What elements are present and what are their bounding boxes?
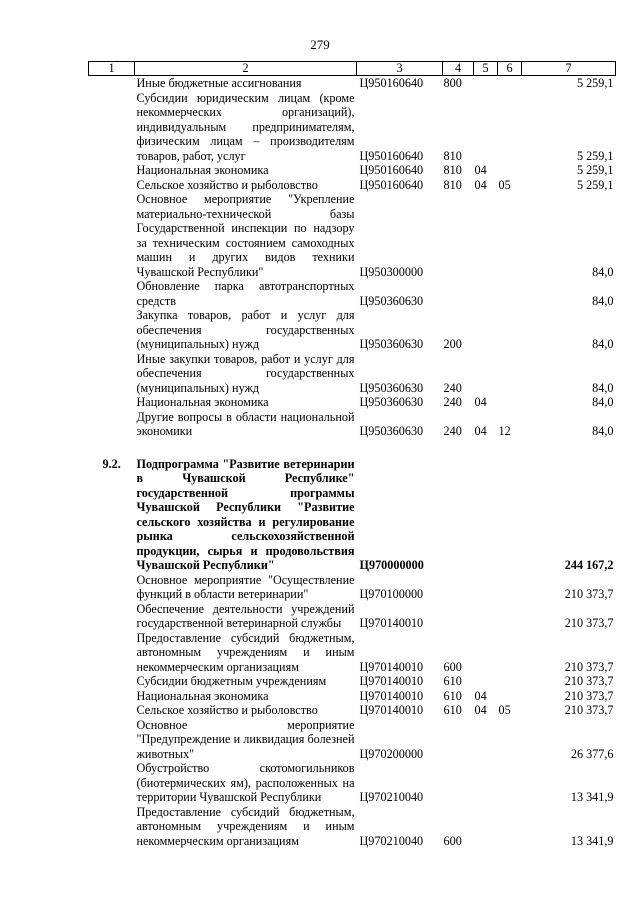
table-row [89, 718, 616, 762]
row-number [89, 674, 135, 689]
subsection-code [498, 279, 522, 308]
row-number [89, 76, 135, 91]
target-code: Ц950360630 [359, 337, 424, 351]
column-header: 1 [89, 62, 135, 76]
item-name: Национальная экономика [136, 163, 269, 177]
section-code: 04 [474, 177, 487, 192]
section-code [474, 352, 498, 396]
item-name: Обновление парка автотранспортных средств [136, 279, 355, 308]
item-name: Национальная экономика [136, 688, 269, 703]
page-number: 279 [310, 37, 330, 52]
section-code [474, 674, 498, 689]
row-number [89, 395, 135, 410]
table-row [89, 279, 616, 308]
expense-type: 610 [443, 674, 462, 688]
spacer-cell [89, 439, 616, 457]
target-code: Ц970140010 [359, 659, 424, 674]
table-row [89, 192, 616, 279]
target-code: Ц950160640 [359, 177, 424, 192]
target-code: Ц950360630 [359, 395, 424, 409]
expense-type [443, 279, 474, 308]
amount: 210 373,7 [564, 616, 614, 630]
amount: 210 373,7 [564, 688, 614, 703]
section-code [474, 761, 498, 805]
item-name: Другие вопросы в области национальной экономики [136, 409, 355, 438]
subsection-code [498, 395, 522, 410]
item-name: Подпрограмма "Развитие ветеринарии в Чувашской Республике" государственной программы Чувашской Республики "Развитие сельского хозяйства и регулирование рынка сельскохозяйственной продукции, сырья и продовольствия Чувашской Республики" [136, 456, 355, 572]
section-code [474, 602, 498, 631]
item-name: Национальная экономика [136, 395, 269, 409]
section-code [474, 192, 498, 279]
expense-type: 810 [443, 148, 462, 163]
table-row [89, 308, 616, 352]
item-name: Сельское хозяйство и рыболовство [136, 703, 318, 717]
subsection-code: 05 [498, 703, 511, 717]
item-name: Обеспечение деятельности учреждений государственной ветеринарной службы [136, 601, 355, 630]
expense-type [443, 602, 474, 631]
row-number [89, 410, 135, 439]
amount: 210 373,7 [564, 587, 614, 601]
header-row [89, 62, 616, 76]
item-name: Закупка товаров, работ и услуг для обеспечения государственных (муниципальных) нужд [136, 308, 355, 351]
section-code: 04 [474, 424, 487, 438]
subsection-code [498, 631, 522, 675]
expense-type [443, 573, 474, 602]
table-row [89, 674, 616, 689]
section-code: 04 [474, 703, 487, 717]
table-row [89, 631, 616, 675]
amount: 84,0 [592, 293, 614, 308]
expense-type: 240 [443, 424, 462, 438]
expense-type: 610 [443, 688, 462, 703]
table-row [89, 163, 616, 178]
column-header: 2 [135, 62, 357, 76]
table-row [89, 91, 616, 164]
target-code: Ц950360630 [359, 380, 424, 395]
amount: 84,0 [592, 424, 614, 438]
row-number [89, 178, 135, 193]
table-row [89, 352, 616, 396]
subsection-code [498, 805, 522, 849]
section-code [474, 308, 498, 352]
item-name: Основное мероприятие "Предупреждение и ликвидация болезней животных" [136, 717, 355, 761]
expense-type: 800 [443, 76, 462, 90]
target-code: Ц950160640 [359, 148, 424, 163]
section-code [474, 573, 498, 602]
table-row [89, 410, 616, 439]
subsection-code [498, 163, 522, 178]
column-header: 5 [474, 62, 498, 76]
row-number [89, 761, 135, 805]
amount: 84,0 [592, 337, 614, 351]
spacer-row [89, 439, 616, 457]
row-number [89, 352, 135, 396]
target-code: Ц950300000 [359, 264, 424, 279]
amount: 84,0 [592, 395, 614, 409]
table-row [89, 602, 616, 631]
expense-type: 610 [443, 703, 462, 717]
amount: 210 373,7 [564, 659, 614, 674]
subsection-code: 12 [498, 424, 511, 438]
amount: 210 373,7 [564, 674, 614, 688]
column-header: 4 [443, 62, 474, 76]
section-code [474, 718, 498, 762]
row-number [89, 805, 135, 849]
table-row [89, 703, 616, 718]
amount: 5 259,1 [576, 76, 614, 90]
section-code: 04 [474, 395, 487, 409]
item-name: Предоставление субсидий бюджетным, автономным учреждениям и иным некоммерческим организациям [136, 630, 355, 674]
row-number [89, 631, 135, 675]
subsection-code [498, 573, 522, 602]
amount: 84,0 [592, 380, 614, 395]
row-number [89, 91, 135, 164]
target-code: Ц970200000 [359, 746, 424, 761]
section-code: 04 [474, 163, 487, 177]
column-header: 3 [357, 62, 443, 76]
row-number [89, 602, 135, 631]
item-name: Сельское хозяйство и рыболовство [136, 177, 318, 192]
target-code: Ц970140010 [359, 674, 424, 688]
table-row [89, 395, 616, 410]
table-row [89, 76, 616, 91]
table-row [89, 457, 616, 573]
section-code [474, 279, 498, 308]
row-number [89, 689, 135, 704]
target-code: Ц970140010 [359, 616, 424, 630]
target-code: Ц970100000 [359, 587, 424, 601]
target-code: Ц950360630 [359, 424, 424, 438]
amount: 244 167,2 [564, 558, 614, 572]
subsection-code [498, 761, 522, 805]
column-header: 7 [522, 62, 616, 76]
amount: 84,0 [592, 264, 614, 279]
item-name: Субсидии бюджетным учреждениям [136, 674, 327, 688]
amount: 26 377,6 [570, 746, 614, 761]
row-number [89, 703, 135, 718]
subsection-code [498, 308, 522, 352]
row-number [89, 573, 135, 602]
expense-type: 600 [443, 659, 462, 674]
target-code: Ц970140010 [359, 703, 424, 717]
target-code: Ц970140010 [359, 688, 424, 703]
target-code: Ц970210040 [359, 833, 424, 848]
amount: 13 341,9 [570, 790, 614, 804]
target-code: Ц950160640 [359, 163, 424, 177]
expense-type: 200 [443, 337, 462, 351]
table-row [89, 573, 616, 602]
expense-type: 810 [443, 177, 462, 192]
table-row [89, 178, 616, 193]
row-number [89, 279, 135, 308]
item-name: Субсидии юридическим лицам (кроме некоммерческих организаций), индивидуальным предпринимателям, физическим лицам – производителям товаров, работ, услуг [136, 90, 355, 163]
subsection-code [498, 91, 522, 164]
expense-type: 240 [443, 380, 462, 395]
amount: 5 259,1 [576, 163, 614, 177]
expense-type: 240 [443, 395, 462, 409]
item-name: Иные закупки товаров, работ и услуг для обеспечения государственных (муниципальных) нужд [136, 351, 355, 395]
row-number [89, 308, 135, 352]
section-code [474, 76, 498, 91]
row-number [89, 192, 135, 279]
expense-type [443, 718, 474, 762]
subsection-code [498, 674, 522, 689]
subsection-code [498, 192, 522, 279]
expense-type: 810 [443, 163, 462, 177]
target-code: Ц950360630 [359, 293, 424, 308]
item-name: Иные бюджетные ассигнования [136, 76, 302, 90]
target-code: Ц950160640 [359, 76, 424, 90]
target-code: Ц970210040 [359, 790, 424, 804]
subsection-code [498, 689, 522, 704]
expense-type: 600 [443, 833, 462, 848]
expense-type [443, 761, 474, 805]
item-name: Обустройство скотомогильников (биотермических ям), расположенных на территории Чувашской Республики [136, 761, 355, 804]
column-header: 6 [498, 62, 522, 76]
row-number: 9.2. [102, 456, 121, 471]
table-row [89, 761, 616, 805]
section-code: 04 [474, 688, 487, 703]
amount: 5 259,1 [576, 148, 614, 163]
table-row [89, 805, 616, 849]
section-code [474, 631, 498, 675]
item-name: Предоставление субсидий бюджетным, автономным учреждениям и иным некоммерческим организациям [136, 804, 355, 848]
section-code [474, 805, 498, 849]
budget-table [88, 61, 616, 848]
amount: 210 373,7 [564, 703, 614, 717]
item-name: Основное мероприятие "Осуществление функций в области ветеринарии" [136, 572, 355, 601]
subsection-code [498, 76, 522, 91]
amount: 13 341,9 [570, 833, 614, 848]
row-number [89, 718, 135, 762]
expense-type [443, 457, 474, 573]
expense-type [443, 192, 474, 279]
subsection-code: 05 [498, 177, 511, 192]
subsection-code [498, 352, 522, 396]
row-number [89, 163, 135, 178]
target-code: Ц970000000 [359, 558, 424, 572]
item-name: Основное мероприятие "Укрепление материально-технической базы Государственной инспекции по надзору за техническим состоянием самоходных машин и других видов техники Чувашской Республики" [136, 192, 355, 279]
table-row [89, 689, 616, 704]
subsection-code [498, 718, 522, 762]
amount: 5 259,1 [576, 177, 614, 192]
subsection-code [498, 457, 522, 573]
subsection-code [498, 602, 522, 631]
section-code [474, 457, 498, 573]
section-code [474, 91, 498, 164]
